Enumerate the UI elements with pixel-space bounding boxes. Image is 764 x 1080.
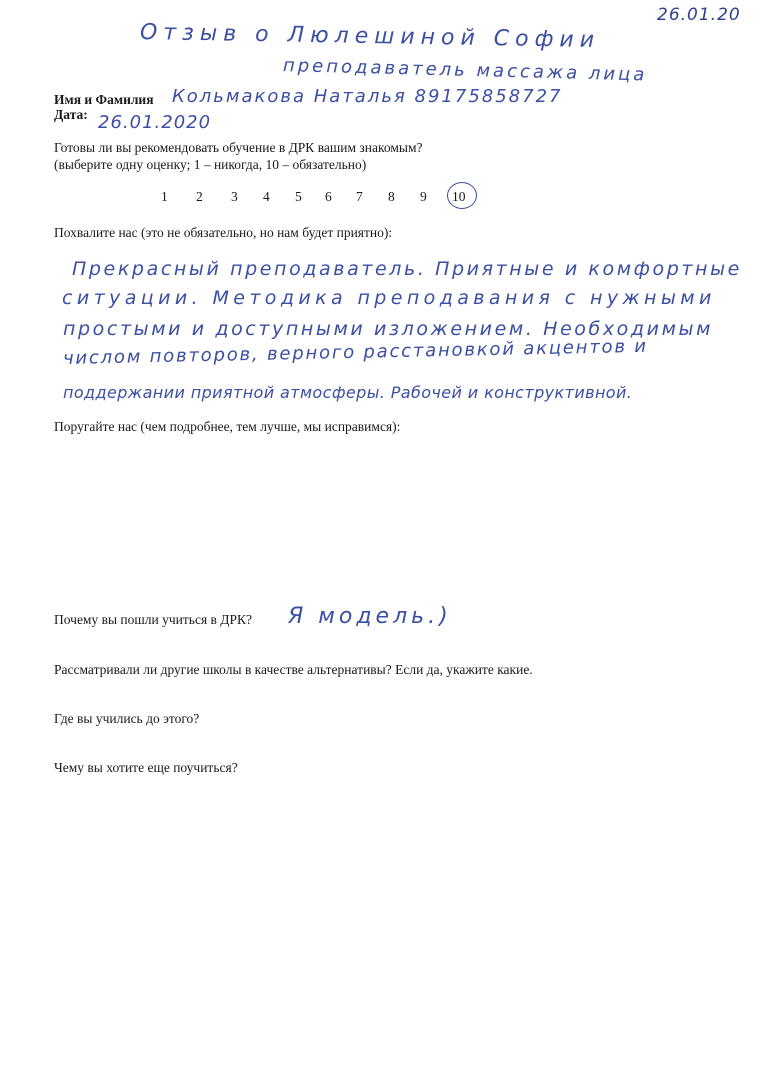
handwritten-title-line2: преподаватель массажа лица <box>282 55 648 86</box>
score-option-4[interactable]: 4 <box>263 189 270 204</box>
score-option-8[interactable]: 8 <box>388 189 395 204</box>
name-label: Имя и Фамилия <box>54 92 154 107</box>
handwritten-why-answer: Я модель.) <box>288 604 452 629</box>
score-option-5[interactable]: 5 <box>295 189 302 204</box>
handwritten-date-top: 26.01.20 <box>657 5 741 25</box>
score-option-10[interactable]: 10 <box>452 189 466 204</box>
score-option-3[interactable]: 3 <box>231 189 238 204</box>
handwritten-name-value: Кольмакова Наталья 89175858727 <box>172 86 563 107</box>
recommend-question: Готовы ли вы рекомендовать обучение в ДРК вашим знакомым? <box>54 140 423 155</box>
why-label: Почему вы пошли учиться в ДРК? <box>54 612 252 627</box>
score-option-7[interactable]: 7 <box>356 189 363 204</box>
criticize-label: Поругайте нас (чем подробнее, тем лучше, мы исправимся): <box>54 419 401 434</box>
handwritten-title-line1: Отзыв о Люлешиной Софии <box>139 20 601 54</box>
score-option-9[interactable]: 9 <box>420 189 427 204</box>
recommend-hint: (выберите одну оценку; 1 – никогда, 10 – обязательно) <box>54 157 367 172</box>
score-option-1[interactable]: 1 <box>161 189 168 204</box>
praise-line: ситуации. Методика преподавания с нужными <box>62 287 716 309</box>
alternatives-label: Рассматривали ли другие школы в качестве альтернативы? Если да, укажите какие. <box>54 662 533 677</box>
praise-line: поддержании приятной атмосферы. Рабочей и конструктивной. <box>63 383 633 402</box>
praise-line: числом повторов, верного расстановкой акцентов и <box>62 335 648 369</box>
praise-line: простыми и доступными изложением. Необходимым <box>63 318 714 340</box>
handwritten-date-value: 26.01.2020 <box>98 112 212 133</box>
score-option-6[interactable]: 6 <box>325 189 332 204</box>
before-label: Где вы учились до этого? <box>54 711 200 726</box>
score-option-2[interactable]: 2 <box>196 189 203 204</box>
praise-line: Прекрасный преподаватель. Приятные и комфортные <box>72 258 742 280</box>
date-label: Дата: <box>54 107 88 122</box>
praise-label: Похвалите нас (это не обязательно, но нам будет приятно): <box>54 225 393 240</box>
selected-score-circle <box>447 182 477 209</box>
want-label: Чему вы хотите еще поучиться? <box>54 760 238 775</box>
